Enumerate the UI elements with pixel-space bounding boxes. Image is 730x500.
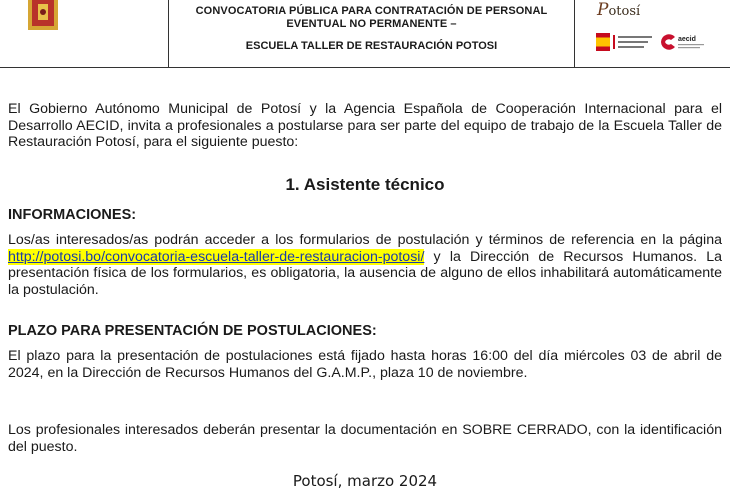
aecid-logo-icon — [659, 33, 709, 51]
potosi-logo — [597, 0, 640, 20]
header-title — [169, 5, 574, 31]
potosi-logo-text: otosí — [608, 4, 641, 19]
coat-of-arms-icon — [26, 0, 60, 30]
header-title-cell — [169, 0, 574, 67]
header-left-cell — [0, 0, 169, 67]
header-title-line-2: EVENTUAL NO PERMANENTE – — [286, 18, 457, 30]
footer-date: Potosí, marzo 2024 — [292, 472, 438, 490]
section-informaciones-heading: INFORMACIONES: — [8, 207, 137, 223]
potosi-logo-initial: P — [597, 0, 609, 20]
intro-paragraph: El Gobierno Autónomo Municipal de Potosí y la Agencia Española de Cooperación Internacional para el Desarrollo AECID, invita a profesionales a postularse para ser parte del equipo de trabajo de la Escuela Taller de Restauración Potosí, para el siguiente puesto: — [8, 101, 722, 150]
sobre-cerrado-paragraph: Los profesionales interesados deberán presentar la documentación en SOBRE CERRADO, con la identificación del puesto. — [8, 422, 722, 455]
header-title-line-1: CONVOCATORIA PÚBLICA PARA CONTRATACIÓN DE PERSONAL — [195, 5, 548, 17]
plazo-paragraph: El plazo para la presentación de postulaciones está fijado hasta horas 16:00 del día miércoles 03 de abril de 2024, en la Dirección de Recursos Humanos del G.A.M.P., plaza 10 de noviembre. — [8, 348, 722, 381]
header-subtitle: ESCUELA TALLER DE RESTAURACIÓN POTOSI — [245, 40, 498, 52]
header-logos-cell — [574, 0, 730, 67]
informaciones-text-a: Los/as interesados/as podrán acceder a los formularios de postulación y términos de referencia en la página — [8, 232, 722, 248]
informaciones-paragraph — [8, 232, 722, 298]
aecid-logo-text: aecid — [678, 36, 696, 43]
position-title: 1. Asistente técnico — [285, 175, 445, 194]
application-link[interactable]: http://potosi.bo/convocatoria-escuela-taller-de-restauracion-potosi/ — [8, 248, 425, 265]
section-plazo-heading: PLAZO PARA PRESENTACIÓN DE POSTULACIONES: — [8, 323, 377, 339]
spain-government-logo-icon — [596, 33, 656, 51]
document-header — [0, 0, 730, 68]
informaciones-text-b: y la Dirección de Recursos Humanos. La presentación física de los formularios, es obligatoria, la ausencia de alguno de ellos inhabilitará automáticamente la postulación. — [8, 248, 722, 298]
